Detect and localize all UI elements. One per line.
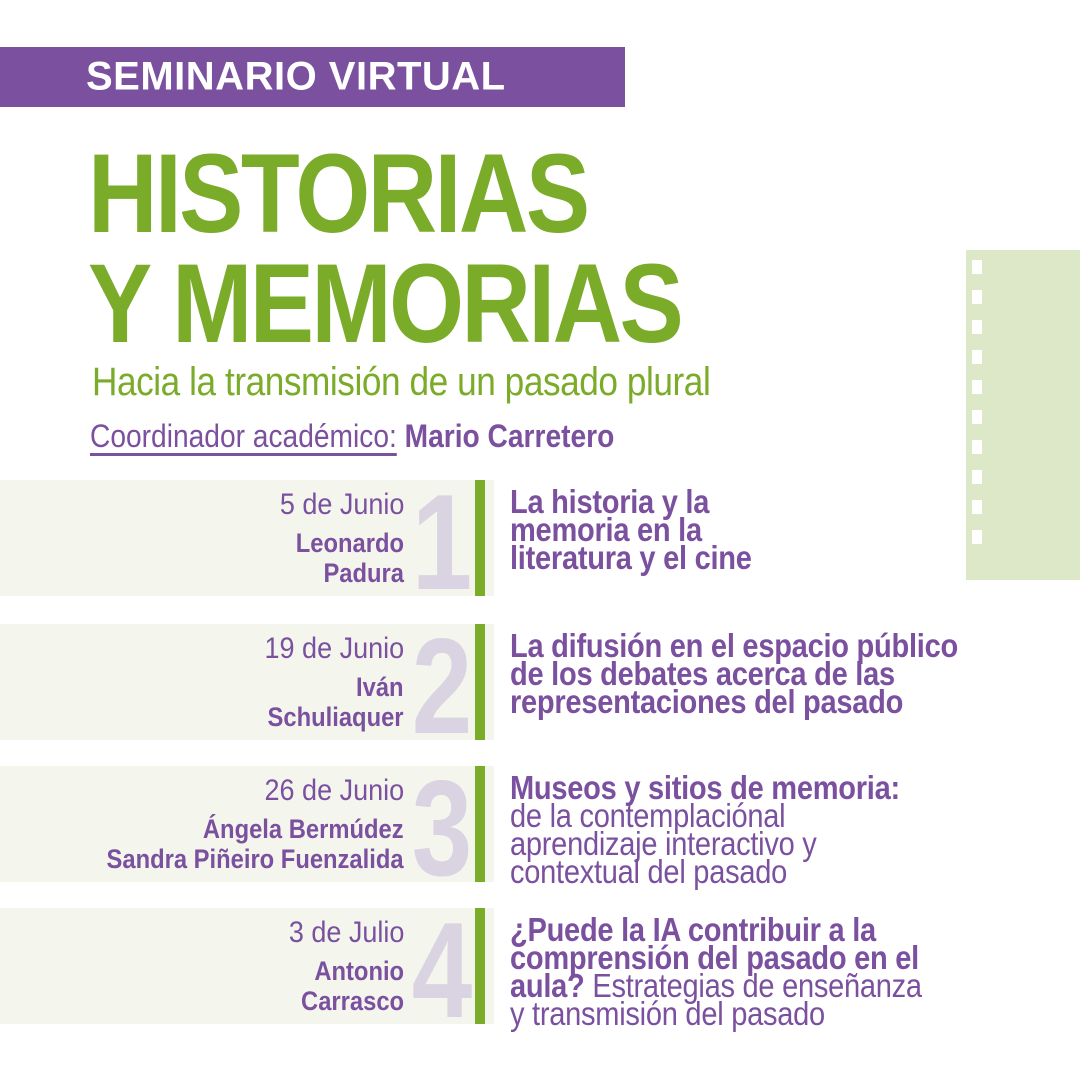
session-topic (510, 483, 752, 576)
topic-line: representaciones del pasado (510, 683, 904, 720)
speaker-line: Sandra Piñeiro Fuenzalida (106, 844, 404, 874)
main-title-line2: Y MEMORIAS (88, 241, 682, 366)
topic-regular-part: Estrategias de enseñanza (584, 967, 922, 1004)
speaker-line: Padura (323, 558, 404, 588)
session-number: 3 (411, 752, 473, 904)
session-4 (0, 894, 1080, 1046)
session-date: 5 de Junio (279, 488, 404, 521)
session-topic (510, 769, 900, 890)
speaker-line: Iván (356, 672, 404, 702)
speaker-line: Ángela Bermúdez (203, 814, 404, 844)
topic-line: comprensión del pasado en el (510, 939, 919, 976)
speaker-line: Carrasco (300, 986, 404, 1016)
session-number: 1 (411, 466, 473, 618)
topic-bold-part: aula? (510, 967, 585, 1004)
topic-line: literatura y el cine (510, 539, 752, 576)
session-topic (510, 627, 958, 720)
speaker-line: Antonio (314, 956, 404, 986)
topic-line: de la contemplaciónal (510, 797, 786, 834)
topic-line: aprendizaje interactivo y (510, 825, 817, 862)
topic-line: La historia y la (510, 483, 710, 520)
topic-line: memoria en la (510, 511, 702, 548)
session-divider-bar (475, 908, 485, 1024)
session-topic (510, 911, 922, 1032)
session-divider-bar (475, 766, 485, 882)
session-2 (0, 610, 1080, 762)
session-date: 19 de Junio (264, 632, 404, 665)
session-date: 26 de Junio (264, 774, 404, 807)
seminar-banner (0, 47, 625, 107)
session-number: 2 (411, 610, 473, 762)
main-title-line1: HISTORIAS (88, 131, 588, 256)
coordinator-name: Mario Carretero (404, 418, 615, 454)
session-divider-bar (475, 480, 485, 596)
session-speaker (296, 528, 404, 588)
speaker-line: Schuliaquer (267, 702, 404, 732)
coordinator (90, 418, 614, 455)
session-speaker (301, 956, 404, 1016)
topic-line: Museos y sitios de memoria: (510, 769, 900, 806)
session-number: 4 (411, 894, 473, 1046)
subtitle: Hacia la transmisión de un pasado plural (92, 360, 711, 404)
topic-line: contextual del pasado (510, 853, 788, 890)
topic-line: y transmisión del pasado (510, 995, 825, 1032)
topic-line: ¿Puede la IA contribuir a la (510, 911, 876, 948)
session-divider-bar (475, 624, 485, 740)
session-date: 3 de Julio (288, 916, 404, 949)
topic-line: La difusión en el espacio público (510, 627, 958, 664)
session-1 (0, 466, 1080, 618)
coordinator-label: Coordinador académico: (90, 418, 397, 454)
session-speaker (268, 672, 404, 732)
session-speaker (107, 814, 404, 874)
session-3 (0, 752, 1080, 904)
banner-label: SEMINARIO VIRTUAL (86, 54, 506, 99)
speaker-line: Leonardo (295, 528, 404, 558)
topic-line: de los debates acerca de las (510, 655, 895, 692)
